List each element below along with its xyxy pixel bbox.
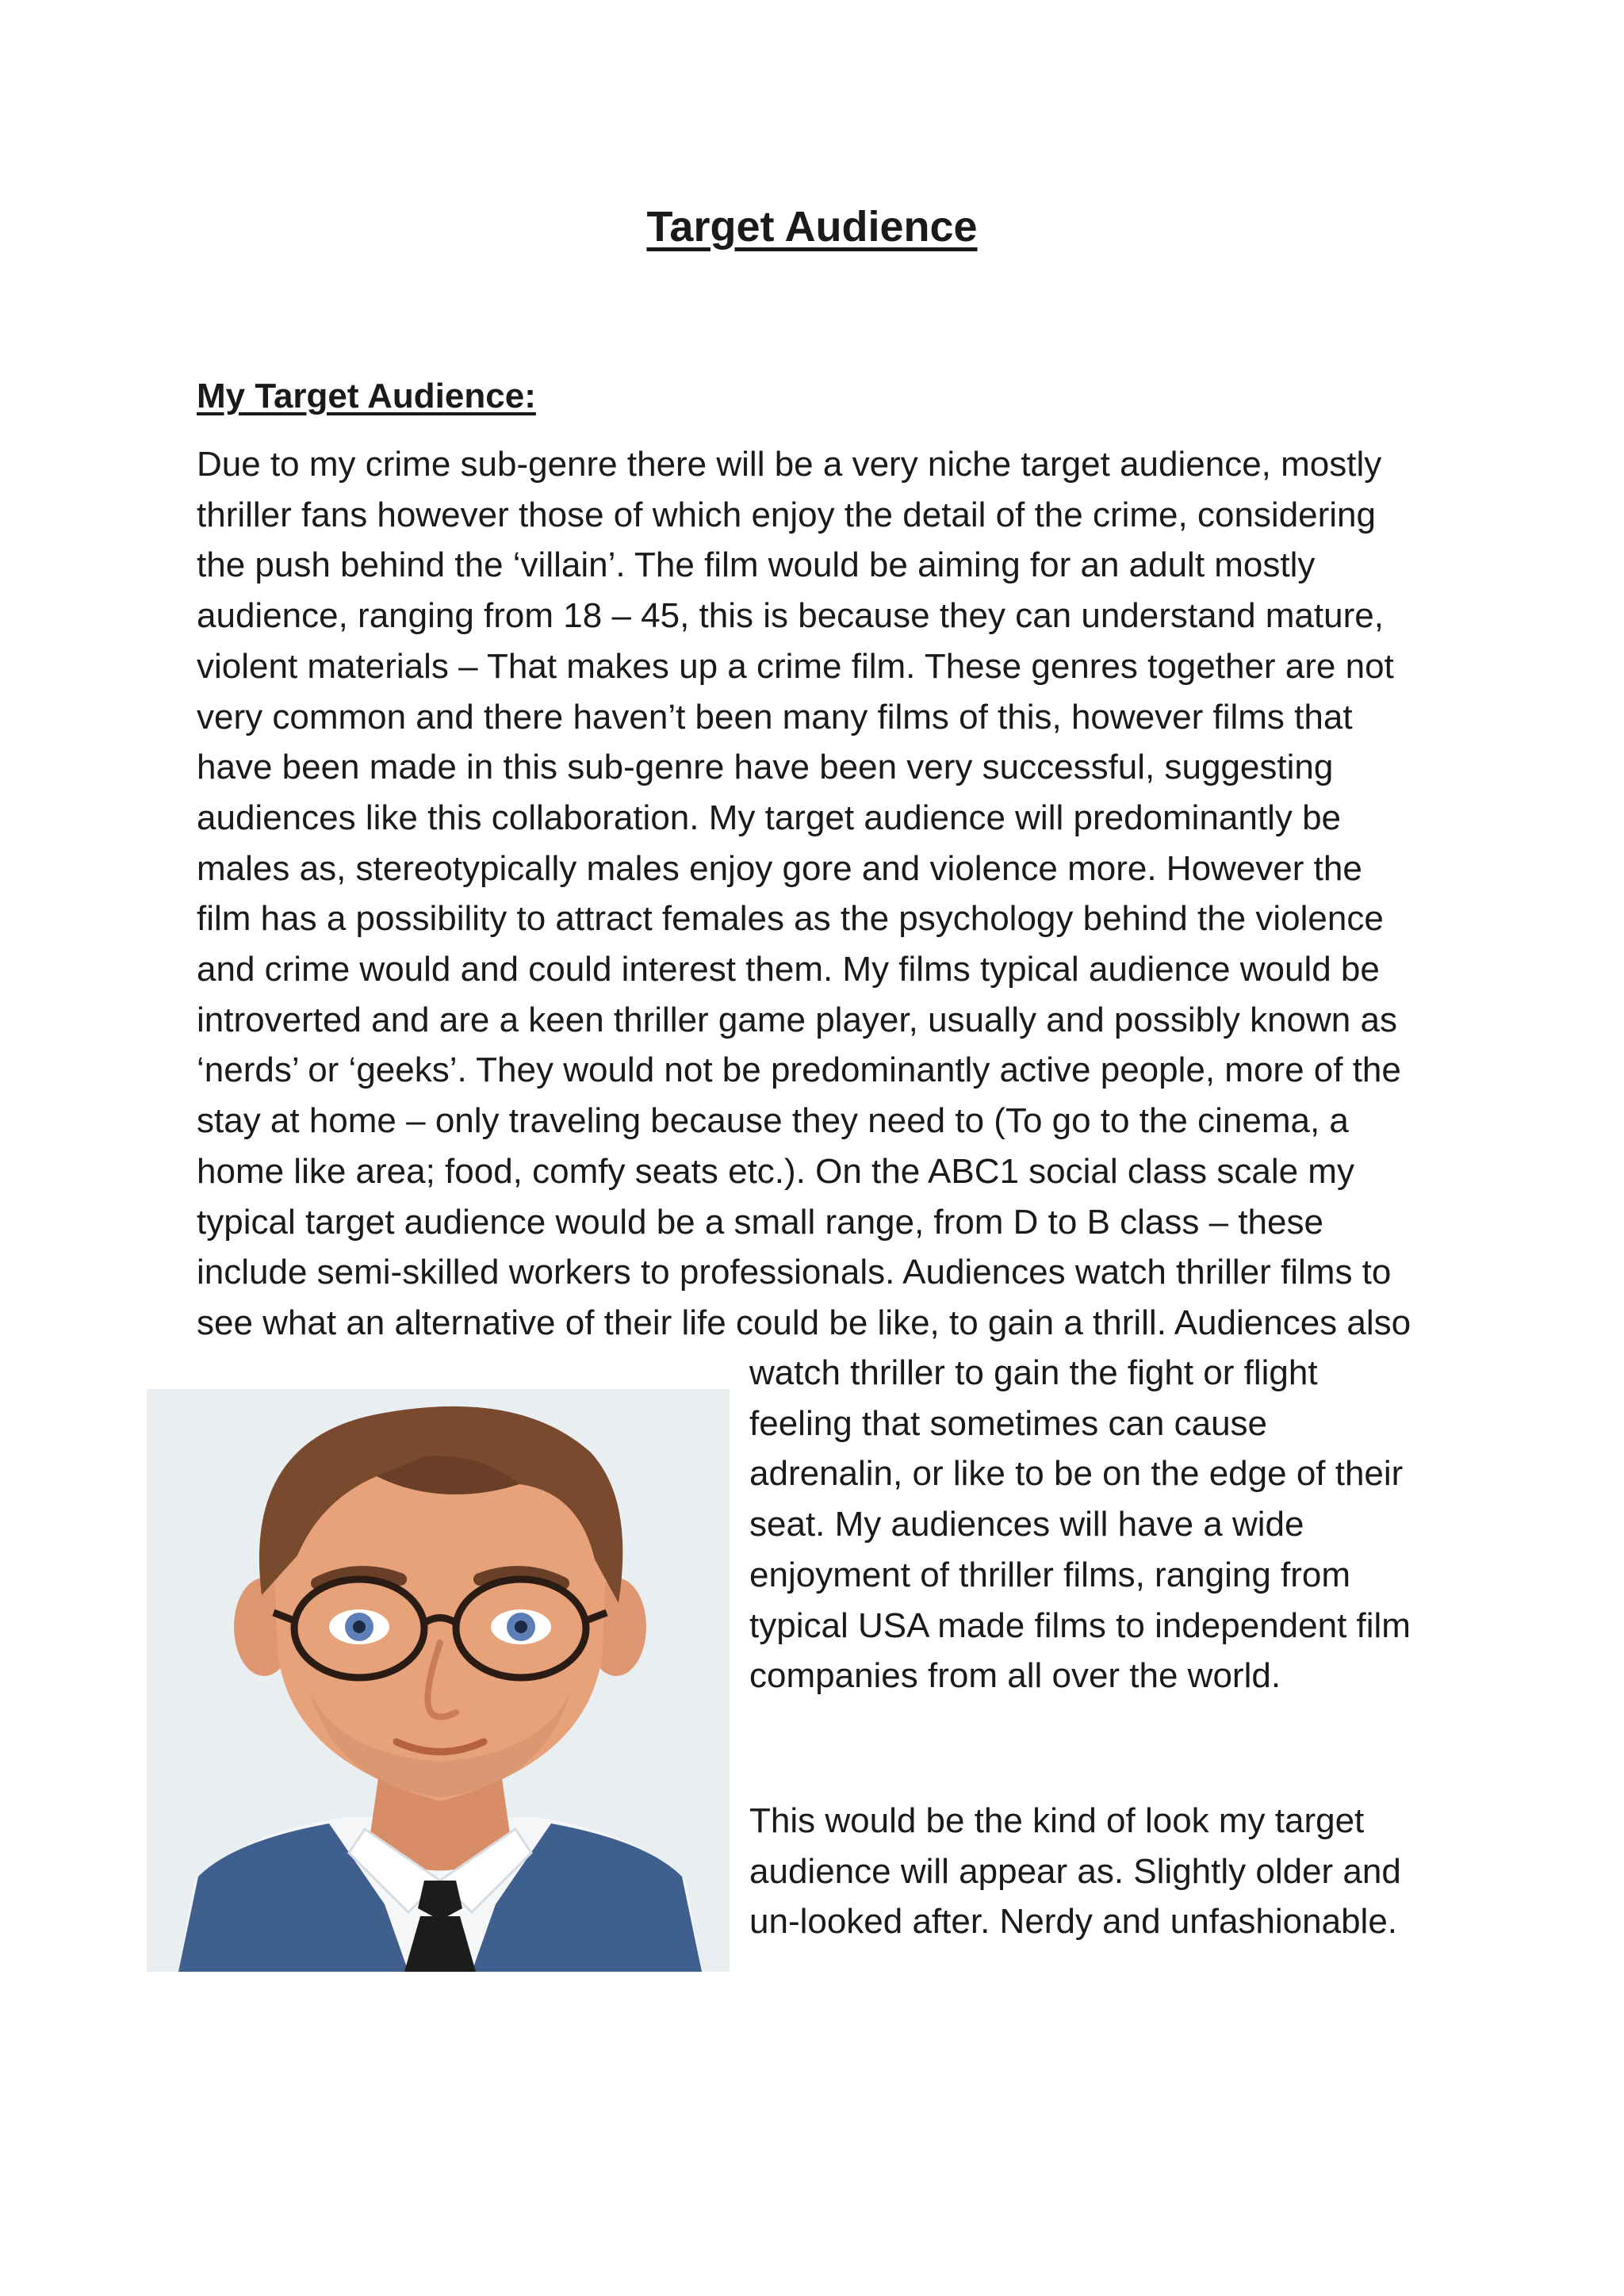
side-paragraph-look: This would be the kind of look my target audience will appear as. Slightly older and un-looked after. Nerdy and unfashionable. — [749, 1801, 1401, 1942]
page-title: Target Audience — [646, 203, 978, 251]
target-audience-avatar-image — [147, 1389, 730, 1972]
side-paragraph-thrill: watch thriller to gain the fight or flight feeling that sometimes can cause adrenalin, or like to be on the edge of their seat. My audiences will have a wide enjoyment of thriller films, ranging from typical USA made films to independent film companies from all over the world. — [749, 1353, 1411, 1696]
main-paragraph: Due to my crime sub-genre there will be a very niche target audience, mostly thriller fans however those of which enjoy the detail of the crime, considering the push behind the ‘villain’. The film would be aiming for an adult mostly audience, ranging from 18 – 45, this is because they can understand mature, violent materials – That makes up a crime film. These genres together are not very common and there haven’t been many films of this, however films that have been made in this sub-genre have been very successful, suggesting audiences like this collaboration. My target audience will predominantly be males as, stereotypically males enjoy gore and violence more. However the film has a possibility to attract females as the psychology behind the violence and crime would and could interest them. My films typical audience would be introverted and are a keen thriller game player, usually and possibly known as ‘nerds’ or ‘geeks’. They would not be predominantly active people, more of the stay at home – only traveling because they need to (To go to the cinema, a home like area; food, comfy seats etc.). On the ABC1 social class scale my typical target audience would be a small range, from D to B class – these include semi-skilled workers to professionals. Audiences watch thriller films to see what an alternative of their life could be like, to gain a thrill. Audiences also — [197, 445, 1411, 1342]
cartoon-man-with-glasses-icon — [147, 1389, 730, 1972]
section-heading: My Target Audience: — [197, 377, 536, 415]
